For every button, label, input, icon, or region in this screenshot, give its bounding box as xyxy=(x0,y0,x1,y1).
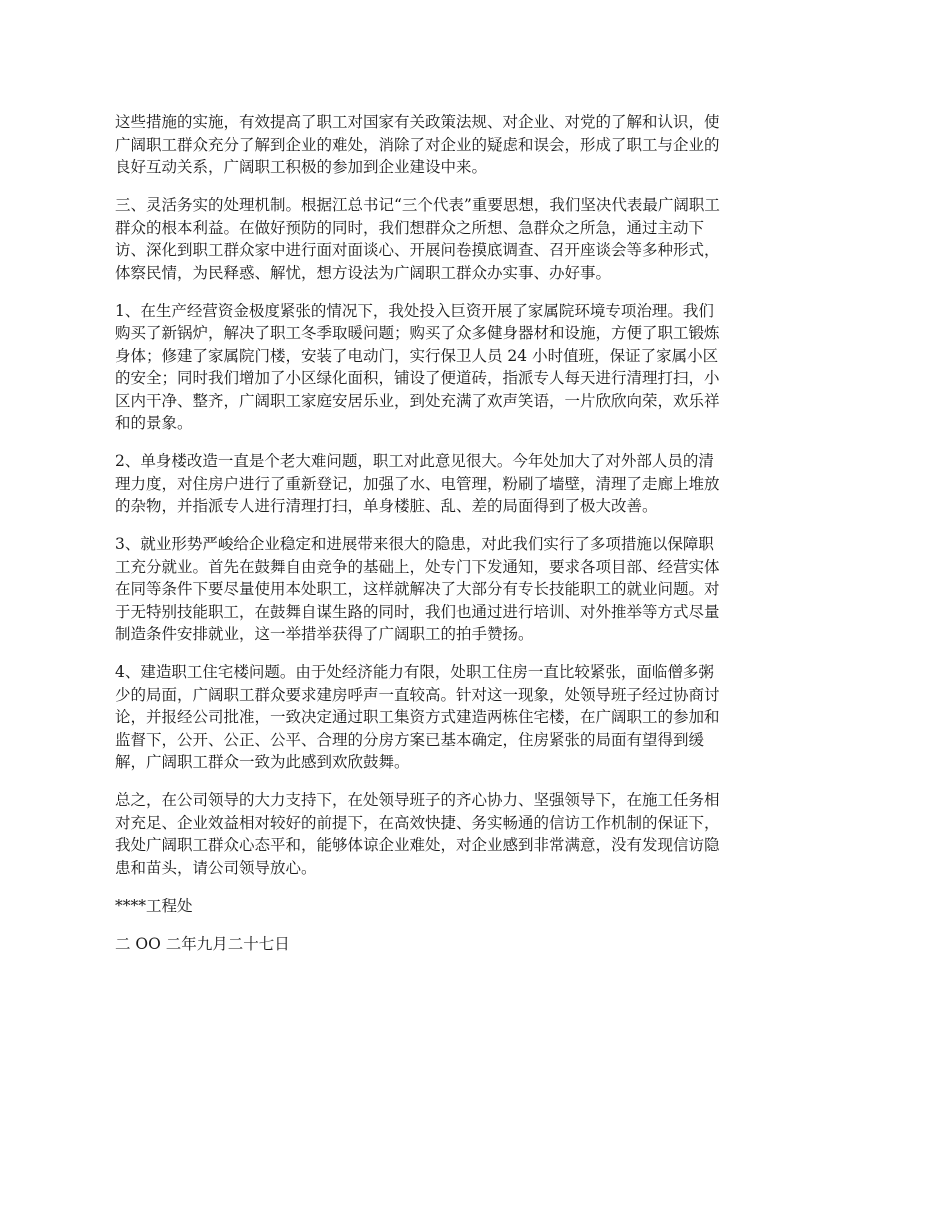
text-line: 2、单身楼改造一直是个老大难问题，职工对此意见很大。今年处加大了对外部人员的清 xyxy=(115,452,714,470)
text-line: 工充分就业。首先在鼓舞自由竞争的基础上，处专门下发通知，要求各项目部、经营实体 xyxy=(115,557,720,576)
text-line: 总之，在公司领导的大力支持下，在处领导班子的齐心协力、坚强领导下，在施工任务相 xyxy=(115,791,720,809)
text-line: 区内干净、整齐，广阔职工家庭安居乐业，到处充满了欢声笑语，一片欣欣向荣，欢乐祥 xyxy=(115,391,720,410)
text-line: 少的局面，广阔职工群众要求建房呼声一直较高。针对这一现象，处领导班子经过协商讨 xyxy=(115,685,720,704)
text-line: 的安全；同时我们增加了小区绿化面积，铺设了便道砖，指派专人每天进行清理打扫，小 xyxy=(115,369,720,387)
text-line: 群众的根本利益。在做好预防的同时，我们想群众之所想、急群众之所急，通过主动下 xyxy=(115,218,705,237)
text-line: 这些措施的实施，有效提高了职工对国家有关政策法规、对企业、对党的了解和认识，使 xyxy=(115,113,720,131)
signature-org: ****工程处 xyxy=(115,896,193,915)
paragraph-section-three xyxy=(115,194,837,284)
text-line: 良好互动关系，广阔职工积极的参加到企业建设中来。 xyxy=(115,158,488,176)
text-line: 解，广阔职工群众一致为此感到欢欣鼓舞。 xyxy=(115,753,410,771)
text-line: 3、就业形势严峻给企业稳定和进展带来很大的隐患，对此我们实行了多项措施以保障职 xyxy=(115,535,714,553)
text-line: 我处广阔职工群众心态平和，能够体谅企业难处，对企业感到非常满意，没有发现信访隐 xyxy=(115,836,720,854)
text-line: 广阔职工群众充分了解到企业的难处，消除了对企业的疑虑和误会，形成了职工与企业的 xyxy=(115,135,720,154)
text-line: 购买了新锅炉，解决了职工冬季取暖问题；购买了众多健身器材和设施，方便了职工锻炼 xyxy=(115,324,720,342)
text-line: 的杂物，并指派专人进行清理打扫，单身楼脏、乱、差的局面得到了极大改善。 xyxy=(115,497,658,515)
paragraph-item-4 xyxy=(115,661,837,774)
text-line: 患和苗头，请公司领导放心。 xyxy=(115,858,317,877)
signature-date: 二 OO 二年九月二十七日 xyxy=(115,934,290,953)
paragraph-conclusion xyxy=(115,789,837,879)
text-line: 于无特别技能职工，在鼓舞自谋生路的同时，我们也通过进行培训、对外推举等方式尽量 xyxy=(115,602,720,621)
text-line: 1、在生产经营资金极度紧张的情况下，我处投入巨资开展了家属院环境专项治理。我们 xyxy=(115,301,714,320)
text-line: 对充足、企业效益相对较好的前提下，在高效快捷、务实畅通的信访工作机制的保证下， xyxy=(115,813,720,832)
text-line: 制造条件安排就业，这一举措举获得了广阔职工的拍手赞扬。 xyxy=(115,625,534,643)
text-line: 三、灵活务实的处理机制。根据江总书记“三个代表”重要思想，我们坚决代表最广阔职工 xyxy=(115,196,720,214)
paragraph-item-2 xyxy=(115,450,837,518)
paragraph-intro xyxy=(115,111,837,179)
text-line: 监督下，公开、公正、公平、合理的分房方案已基本确定，住房紧张的局面有望得到缓 xyxy=(115,730,705,749)
text-line: 身体；修建了家属院门楼，安装了电动门，实行保卫人员 24 小时值班，保证了家属小区 xyxy=(115,346,719,365)
text-line: 理力度，对住房户进行了重新登记，加强了水、电管理，粉刷了墙壁，清理了走廊上堆放 xyxy=(115,474,720,493)
paragraph-item-1 xyxy=(115,300,837,435)
text-line: 体察民情，为民释惑、解忧，想方设法为广阔职工群众办实事、办好事。 xyxy=(115,263,612,282)
text-line: 和的景象。 xyxy=(115,414,193,432)
document-body xyxy=(115,111,837,971)
text-line: 在同等条件下要尽量使用本处职工，这样就解决了大部分有专长技能职工的就业问题。对 xyxy=(115,580,720,598)
text-line: 论，并报经公司批准，一致决定通过职工集资方式建造两栋住宅楼，在广阔职工的参加和 xyxy=(115,708,720,726)
text-line: 访、深化到职工群众家中进行面对面谈心、开展问卷摸底调查、召开座谈会等多种形式， xyxy=(115,241,720,259)
text-line: 4、建造职工住宅楼问题。由于处经济能力有限，处职工住房一直比较紧张，面临僧多粥 xyxy=(115,663,714,681)
paragraph-item-3 xyxy=(115,533,837,646)
